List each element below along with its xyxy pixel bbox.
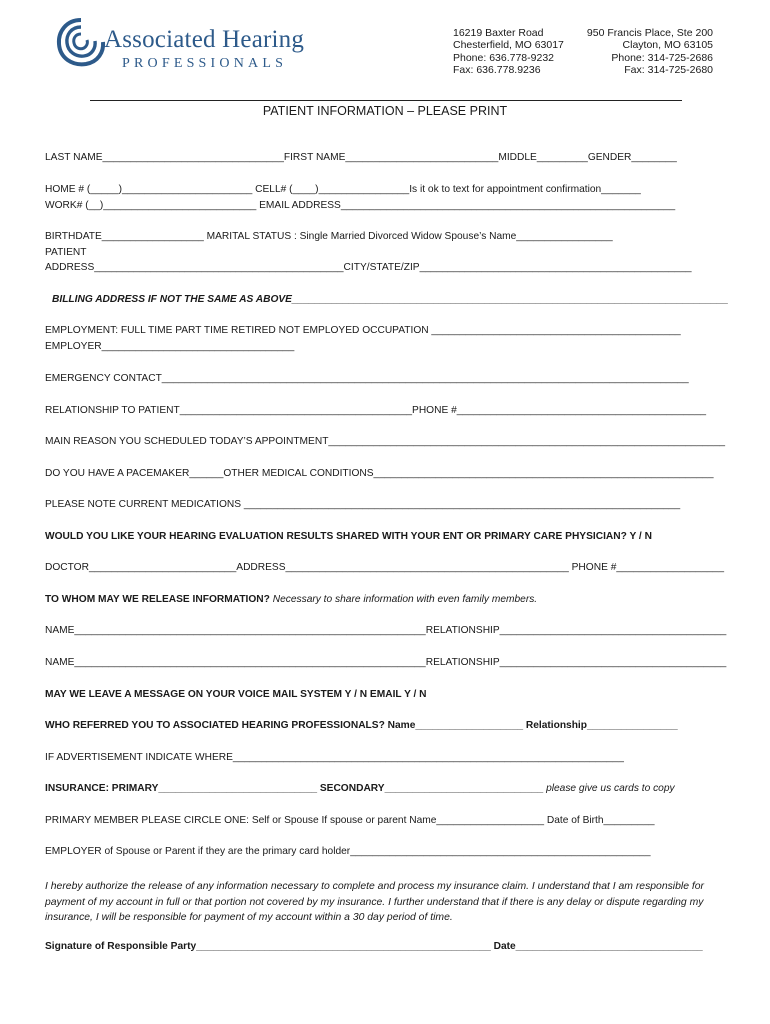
office-address-chesterfield xyxy=(453,27,564,77)
emergency-contact-line: EMERGENCY CONTACT_____________________________________________________________________________________________ xyxy=(45,373,689,384)
primary-member-line: PRIMARY MEMBER PLEASE CIRCLE ONE: Self or Spouse If spouse or parent Name___________________ Date of Birth_________ xyxy=(45,815,655,826)
office2-fax: Fax: 314-725-2680 xyxy=(624,64,713,77)
billing-address-line: BILLING ADDRESS IF NOT THE SAME AS ABOVE_____________________________________________________________________________ xyxy=(52,294,729,305)
office1-fax: Fax: 636.778.9236 xyxy=(453,64,541,77)
medications-line: PLEASE NOTE CURRENT MEDICATIONS _____________________________________________________________________________ xyxy=(45,499,681,510)
release-info-line xyxy=(45,594,537,605)
release-info-note: Necessary to share information with even family members. xyxy=(272,594,538,605)
relationship-phone-line: RELATIONSHIP TO PATIENT_________________________________________PHONE #____________________________________________ xyxy=(45,405,707,416)
authorization-paragraph: I hereby authorize the release of any information necessary to complete and process my insurance claim. I understand that I am responsible for payment of my account in full or that portion not covered by my insurance. I further understand that if there is any delay or dispute regarding my insurance, I will be responsible for payment of my account within a 30 day period of time. xyxy=(45,881,704,923)
employment-line: EMPLOYMENT: FULL TIME PART TIME RETIRED NOT EMPLOYED OCCUPATION ____________________________________________ xyxy=(45,325,681,336)
insurance-note: please give us cards to copy xyxy=(546,783,675,794)
release-info-label: TO WHOM MAY WE RELEASE INFORMATION? xyxy=(45,594,270,605)
birthdate-line: BIRTHDATE__________________ MARITAL STATUS : Single Married Divorced Widow Spouse’s Name_________________ xyxy=(45,231,613,242)
address-line: ADDRESS____________________________________________CITY/STATE/ZIP________________________________________________ xyxy=(45,262,692,273)
logo-title: Associated Hearing xyxy=(104,26,305,53)
main-reason-line: MAIN REASON YOU SCHEDULED TODAY’S APPOINTMENT______________________________________________________________________ xyxy=(45,436,726,447)
office1-phone: Phone: 636.778-9232 xyxy=(453,51,555,64)
office2-street: 950 Francis Place, Ste 200 xyxy=(586,27,713,39)
office-address-clayton xyxy=(587,27,713,77)
release-name-line-2: NAME______________________________________________________________RELATIONSHIP________________________________________ xyxy=(45,657,727,668)
doctor-line: DOCTOR__________________________ADDRESS__________________________________________________ PHONE #___________________ xyxy=(45,562,725,573)
voicemail-line: MAY WE LEAVE A MESSAGE ON YOUR VOICE MAIL SYSTEM Y / N EMAIL Y / N xyxy=(45,689,427,700)
spouse-employer-line: EMPLOYER of Spouse or Parent if they are the primary card holder_____________________________________________________ xyxy=(45,846,651,857)
office2-city: Clayton, MO 63105 xyxy=(622,39,713,52)
office1-street: 16219 Baxter Road xyxy=(453,27,544,39)
logo-swirl-icon xyxy=(54,12,108,72)
release-name-line-1: NAME______________________________________________________________RELATIONSHIP________________________________________ xyxy=(45,625,727,636)
patient-label: PATIENT xyxy=(45,247,87,258)
employer-line: EMPLOYER__________________________________ xyxy=(45,341,295,352)
signature-line: Signature of Responsible Party____________________________________________________ Date_________________________________ xyxy=(45,941,703,952)
pacemaker-line: DO YOU HAVE A PACEMAKER______OTHER MEDICAL CONDITIONS____________________________________________________________ xyxy=(45,468,714,479)
work-email-line: WORK# (__)___________________________ EMAIL ADDRESS___________________________________________________________ xyxy=(45,200,676,211)
office1-city: Chesterfield, MO 63017 xyxy=(453,39,564,52)
office2-phone: Phone: 314-725-2686 xyxy=(611,51,713,64)
referral-line: WHO REFERRED YOU TO ASSOCIATED HEARING PROFESSIONALS? Name___________________ Relationship________________ xyxy=(45,720,678,731)
phone-line: HOME # (_____)_______________________ CELL# (____)________________Is it ok to text for appointment confirmation_______ xyxy=(45,184,641,195)
logo-subtitle: PROFESSIONALS xyxy=(122,56,288,71)
advertisement-line: IF ADVERTISEMENT INDICATE WHERE_____________________________________________________________________ xyxy=(45,752,624,763)
insurance-fields: INSURANCE: PRIMARY____________________________ SECONDARY____________________________ xyxy=(45,783,544,794)
header-divider xyxy=(90,100,682,101)
insurance-line xyxy=(45,783,675,794)
name-line: LAST NAME________________________________FIRST NAME___________________________MIDDLE_________GENDER________ xyxy=(45,152,677,163)
form-title: PATIENT INFORMATION – PLEASE PRINT xyxy=(262,104,508,118)
share-results-line: WOULD YOU LIKE YOUR HEARING EVALUATION RESULTS SHARED WITH YOUR ENT OR PRIMARY CARE PHYSICIAN? Y / N xyxy=(45,531,652,542)
logo xyxy=(54,12,354,72)
